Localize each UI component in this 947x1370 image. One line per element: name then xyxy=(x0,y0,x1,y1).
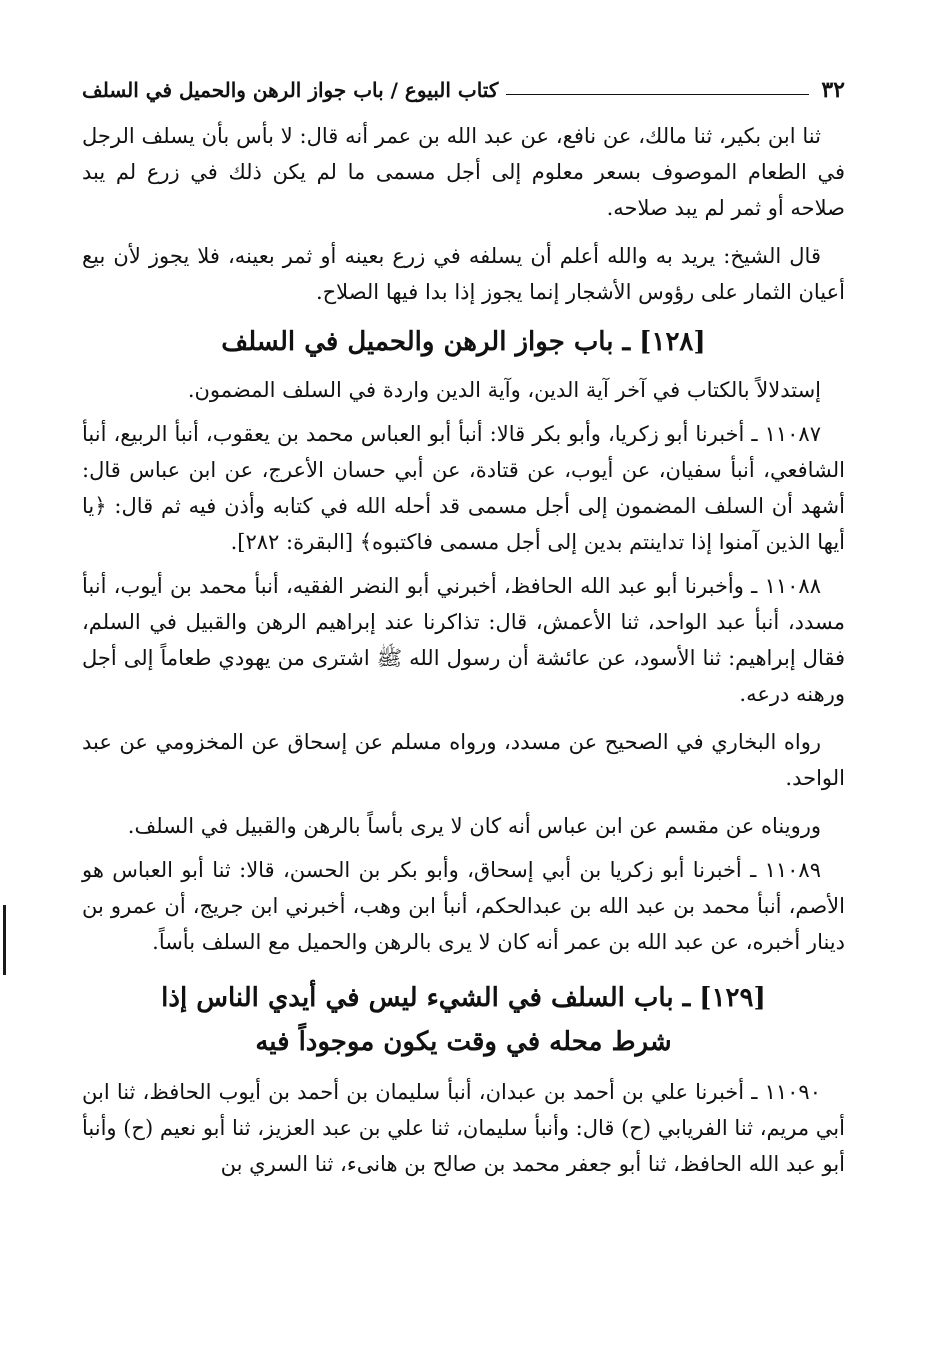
header-rule xyxy=(506,94,809,95)
page-number: ٣٢ xyxy=(821,77,845,103)
chapter-heading-129-line1: [١٢٩] ـ باب السلف في الشيء ليس في أيدي الناس إذا xyxy=(161,983,766,1013)
paragraph-hadith-ibn-bukayr: ثنا ابن بكير، ثنا مالك، عن نافع، عن عبد الله بن عمر أنه قال: لا بأس بأن يسلف الرجل في الطعام الموصوف بسعر معلوم إلى أجل مسمى ما لم يكن ذلك في زرع لم يبد صلاحه أو ثمر لم يبد صلاحه. xyxy=(82,124,845,220)
hadith-11087: ١١٠٨٧ ـ أخبرنا أبو زكريا، وأبو بكر قالا: أنبأ أبو العباس محمد بن يعقوب، أنبأ الربيع، أنبأ الشافعي، أنبأ سفيان، عن أيوب، عن قتادة، عن أبي حسان الأعرج، عن ابن عباس قال: أشهد أن السلف المضمون إلى أجل مسمى قد أحله الله في كتابه وأذن فيه ثم قال: ﴿يا أيها الذين آمنوا إذا تداينتم بدين إلى أجل مسمى فاكتبوه﴾ [البقرة: ٢٨٢]. xyxy=(82,422,845,554)
paragraph-miqsam: ورويناه عن مقسم عن ابن عباس أنه كان لا يرى بأساً بالرهن والقبيل في السلف. xyxy=(127,814,821,838)
margin-mark xyxy=(3,905,6,975)
book-page xyxy=(82,70,845,1182)
hadith-11088: ١١٠٨٨ ـ وأخبرنا أبو عبد الله الحافظ، أخبرني أبو النضر الفقيه، أنبأ محمد بن أيوب، أنبأ مسدد، أنبأ عبد الواحد، ثنا الأعمش، قال: تذاكرنا عند إبراهيم الرهن والقبيل في السلم، فقال إبراهيم: ثنا الأسود، عن عائشة أن رسول الله ﷺ اشترى من يهودي طعاماً إلى أجل ورهنه درعه. xyxy=(82,574,845,706)
page-header xyxy=(82,70,845,110)
running-title: كتاب البيوع / باب جواز الرهن والحميل في السلف xyxy=(82,78,499,102)
chapter-heading-129 xyxy=(82,976,845,1064)
hadith-11090: ١١٠٩٠ ـ أخبرنا علي بن أحمد بن عبدان، أنبأ سليمان بن أحمد بن أيوب الحافظ، ثنا ابن أبي مريم، ثنا الفريابي (ح) قال: وأنبأ سليمان، ثنا علي بن عبد العزيز، ثنا أبو نعيم (ح) وأنبأ أبو عبد الله الحافظ، ثنا أبو جعفر محمد بن صالح بن هانىء، ثنا السري بن xyxy=(82,1080,845,1176)
paragraph-istidlal: إستدلالاً بالكتاب في آخر آية الدين، وآية الدين واردة في السلف المضمون. xyxy=(187,378,821,402)
paragraph-bukhari-muslim: رواه البخاري في الصحيح عن مسدد، ورواه مسلم عن إسحاق عن المخزومي عن عبد الواحد. xyxy=(82,730,845,790)
hadith-11089: ١١٠٨٩ ـ أخبرنا أبو زكريا بن أبي إسحاق، وأبو بكر بن الحسن، قالا: ثنا أبو العباس هو الأصم، أنبأ محمد بن عبد الله بن عبدالحكم، أنبأ ابن وهب، أخبرني ابن جريج، أن عمرو بن دينار أخبره، عن عبد الله بن عمر أنه كان لا يرى بالرهن والحميل مع السلف بأساً. xyxy=(82,858,845,954)
chapter-heading-129-line2: شرط محله في وقت يكون موجوداً فيه xyxy=(255,1027,672,1057)
paragraph-sheikh-comment: قال الشيخ: يريد به والله أعلم أن يسلفه في زرع بعينه أو ثمر بعينه، فلا يجوز لأن بيع أعيان الثمار على رؤوس الأشجار إنما يجوز إذا بدا فيها الصلاح. xyxy=(82,244,845,304)
chapter-heading-128: [١٢٨] ـ باب جواز الرهن والحميل في السلف xyxy=(221,327,706,357)
